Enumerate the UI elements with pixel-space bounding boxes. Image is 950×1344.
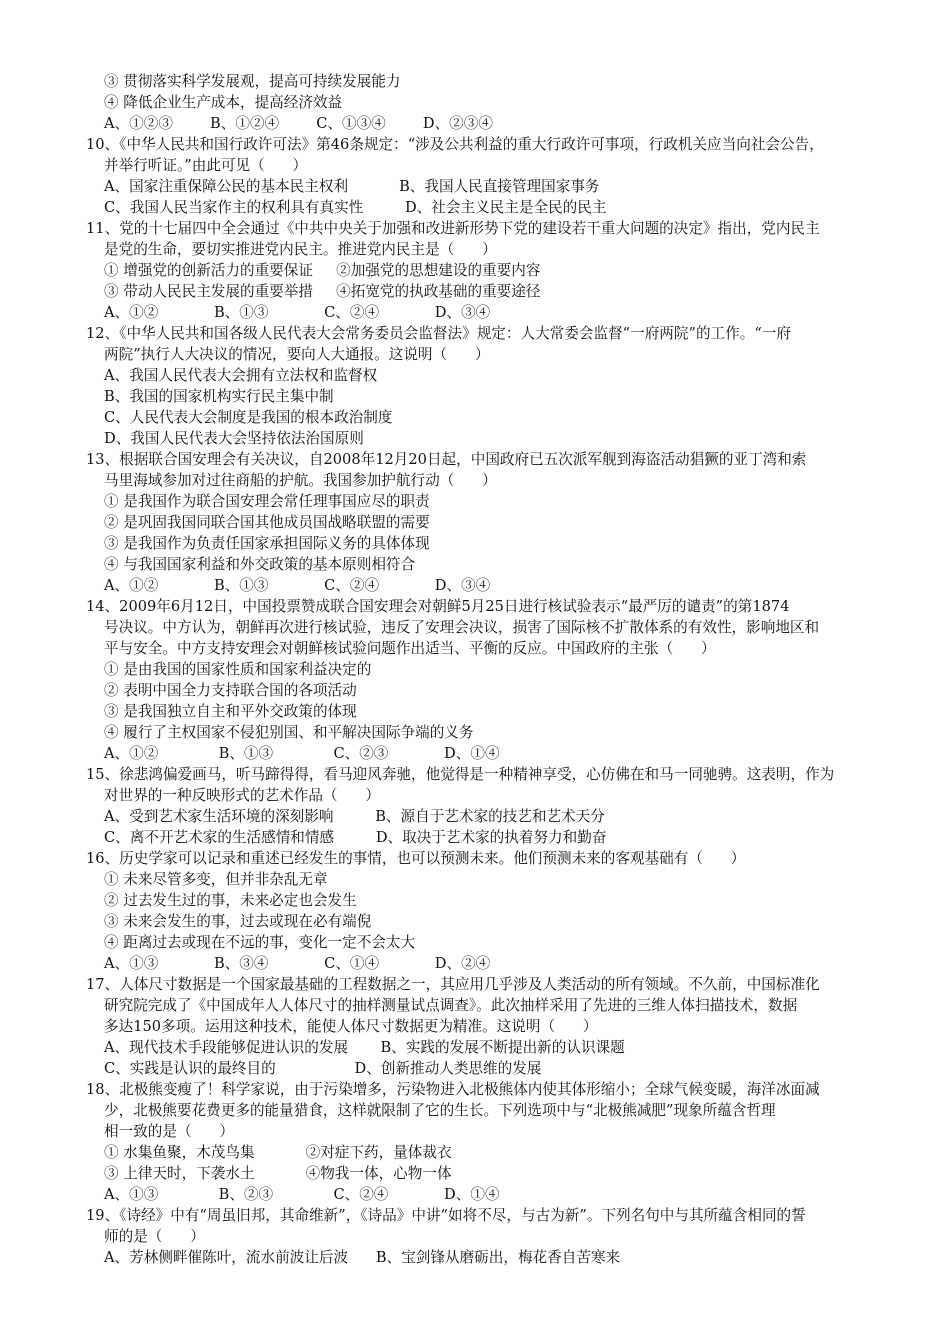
answer-options: C、我国人民当家作主的权利具有真实性 D、社会主义民主是全民的民主 bbox=[104, 199, 607, 216]
answer-option: B、我国的国家机构实行民主集中制 bbox=[104, 388, 334, 405]
text-line: ① 是我国作为联合国安理会常任理事国应尽的职责 bbox=[104, 493, 430, 510]
text-line: ③ 贯彻落实科学发展观，提高可持续发展能力 bbox=[104, 73, 401, 90]
text-line: ① 增强党的创新活力的重要保证 ②加强党的思想建设的重要内容 bbox=[104, 262, 541, 279]
question-16: 16、历史学家可以记录和重述已经发生的事情，也可以预测未来。他们预测未来的客观基础有（ ） bbox=[86, 850, 746, 867]
text-line: ④ 降低企业生产成本，提高经济效益 bbox=[104, 94, 343, 111]
text-line: ④ 距离过去或现在不远的事，变化一定不会太大 bbox=[104, 934, 416, 951]
answer-options: A、①③ B、②③ C、②④ D、①④ bbox=[104, 1186, 500, 1203]
answer-options: A、①②③ B、①②④ C、①③④ D、②③④ bbox=[104, 115, 493, 132]
question-19: 19、《诗经》中有“周虽旧邦，其命维新”，《诗品》中讲“如将不尽，与古为新”。下列名句中与其所蕴含相同的誓 bbox=[86, 1207, 806, 1224]
text-line: ④ 履行了主权国家不侵犯别国、和平解决国际争端的义务 bbox=[104, 724, 474, 741]
text-line: ④ 与我国国家利益和外交政策的基本原则相符合 bbox=[104, 556, 416, 573]
question-13: 13、根据联合国安理会有关决议，自2008年12月20日起，中国政府已五次派军舰到海盗活动猖獗的亚丁湾和索 bbox=[86, 451, 807, 468]
text-line: ③ 未来会发生的事，过去或现在必有端倪 bbox=[104, 913, 372, 930]
answer-options: A、受到艺术家生活环境的深刻影响 B、源自于艺术家的技艺和艺术天分 bbox=[104, 808, 605, 825]
text-line: ③ 是我国作为负责任国家承担国际义务的具体体现 bbox=[104, 535, 430, 552]
answer-options: A、芳林侧畔催陈叶，流水前波让后波 B、宝剑锋从磨砺出，梅花香自苦寒来 bbox=[104, 1249, 621, 1266]
question-12: 12、《中华人民共和国各级人民代表大会常务委员会监督法》规定：人大常委会监督“一府两院”的工作。“一府 bbox=[86, 325, 791, 342]
text-line: ① 水集鱼聚，木茂鸟集 ②对症下药，量体裁衣 bbox=[104, 1144, 452, 1161]
answer-options: A、国家注重保障公民的基本民主权利 B、我国人民直接管理国家事务 bbox=[104, 178, 600, 195]
text-line: ② 是巩固我国同联合国其他成员国战略联盟的需要 bbox=[104, 514, 430, 531]
text-line: ③ 是我国独立自主和平外交政策的体现 bbox=[104, 703, 357, 720]
text-line: 号决议。中方认为，朝鲜再次进行核试验，违反了安理会决议，损害了国际核不扩散体系的有效性，影响地区和 bbox=[104, 619, 820, 636]
answer-options: A、①② B、①③ C、②④ D、③④ bbox=[104, 304, 491, 321]
question-10: 10、《中华人民共和国行政许可法》第46条规定：“涉及公共利益的重大行政许可事项，行政机关应当向社会公告， bbox=[86, 136, 824, 153]
text-line: ① 未来尽管多变，但并非杂乱无章 bbox=[104, 871, 328, 888]
text-line: 马里海域参加对过往商船的护航。我国参加护航行动（ ） bbox=[104, 472, 497, 489]
text-line: 师的是（ ） bbox=[104, 1228, 205, 1245]
answer-options: C、实践是认识的最终目的 D、创新推动人类思维的发展 bbox=[104, 1060, 542, 1077]
answer-option: A、我国人民代表大会拥有立法权和监督权 bbox=[104, 367, 378, 384]
text-line: ③ 上律天时，下袭水土 ④物我一体，心物一体 bbox=[104, 1165, 452, 1182]
answer-option: C、人民代表大会制度是我国的根本政治制度 bbox=[104, 409, 393, 426]
text-line: ③ 带动人民民主发展的重要举措 ④拓宽党的执政基础的重要途径 bbox=[104, 283, 541, 300]
text-line: 是党的生命，要切实推进党内民主。推进党内民主是（ ） bbox=[104, 241, 497, 258]
text-line: 两院”执行人大决议的情况，要向人大通报。这说明（ ） bbox=[104, 346, 490, 363]
text-line: 平与安全。中方支持安理会对朝鲜核试验问题作出适当、平衡的反应。中国政府的主张（ ） bbox=[104, 640, 716, 657]
text-line: 少，北极熊要花费更多的能量猎食，这样就限制了它的生长。下列选项中与“北极熊减肥”现象所蕴含哲理 bbox=[104, 1102, 776, 1119]
text-line: 并举行听证。”由此可见（ ） bbox=[104, 157, 308, 174]
question-18: 18、北极熊变瘦了！科学家说，由于污染增多，污染物进入北极熊体内使其体形缩小；全球气候变暖，海洋冰面减 bbox=[86, 1081, 820, 1098]
answer-options: C、离不开艺术家的生活感情和情感 D、取决于艺术家的执着努力和勤奋 bbox=[104, 829, 607, 846]
answer-options: A、①② B、①③ C、②③ D、①④ bbox=[104, 745, 500, 762]
answer-option: D、我国人民代表大会坚持依法治国原则 bbox=[104, 430, 364, 447]
question-14: 14、2009年6月12日，中国投票赞成联合国安理会对朝鲜5月25日进行核试验表示“最严厉的谴责”的第1874 bbox=[86, 598, 790, 615]
question-15: 15、徐悲鸿偏爱画马，听马蹄得得，看马迎风奔驰，他觉得是一种精神享受，心仿佛在和马一同驰骋。这表明，作为 bbox=[86, 766, 835, 783]
text-line: ① 是由我国的国家性质和国家利益决定的 bbox=[104, 661, 372, 678]
answer-options: A、现代技术手段能够促进认识的发展 B、实践的发展不断提出新的认识课题 bbox=[104, 1039, 625, 1056]
text-line: ② 过去发生过的事，未来必定也会发生 bbox=[104, 892, 357, 909]
question-11: 11、党的十七届四中全会通过《中共中央关于加强和改进新形势下党的建设若干重大问题的决定》指出，党内民主 bbox=[86, 220, 820, 237]
text-line: 相一致的是（ ） bbox=[104, 1123, 234, 1140]
text-line: 研究院完成了《中国成年人人体尺寸的抽样测量试点调查》。此次抽样采用了先进的三维人体扫描技术，数据 bbox=[104, 997, 798, 1014]
question-17: 17、人体尺寸数据是一个国家最基础的工程数据之一，其应用几乎涉及人类活动的所有领域。不久前，中国标准化 bbox=[86, 976, 820, 993]
answer-options: A、①③ B、③④ C、①④ D、②④ bbox=[104, 955, 491, 972]
text-line: 对世界的一种反映形式的艺术作品（ ） bbox=[104, 787, 380, 804]
text-line: 多达150多项。运用这种技术，能使人体尺寸数据更为精准。这说明（ ） bbox=[104, 1018, 598, 1035]
text-line: ② 表明中国全力支持联合国的各项活动 bbox=[104, 682, 357, 699]
answer-options: A、①② B、①③ C、②④ D、③④ bbox=[104, 577, 491, 594]
